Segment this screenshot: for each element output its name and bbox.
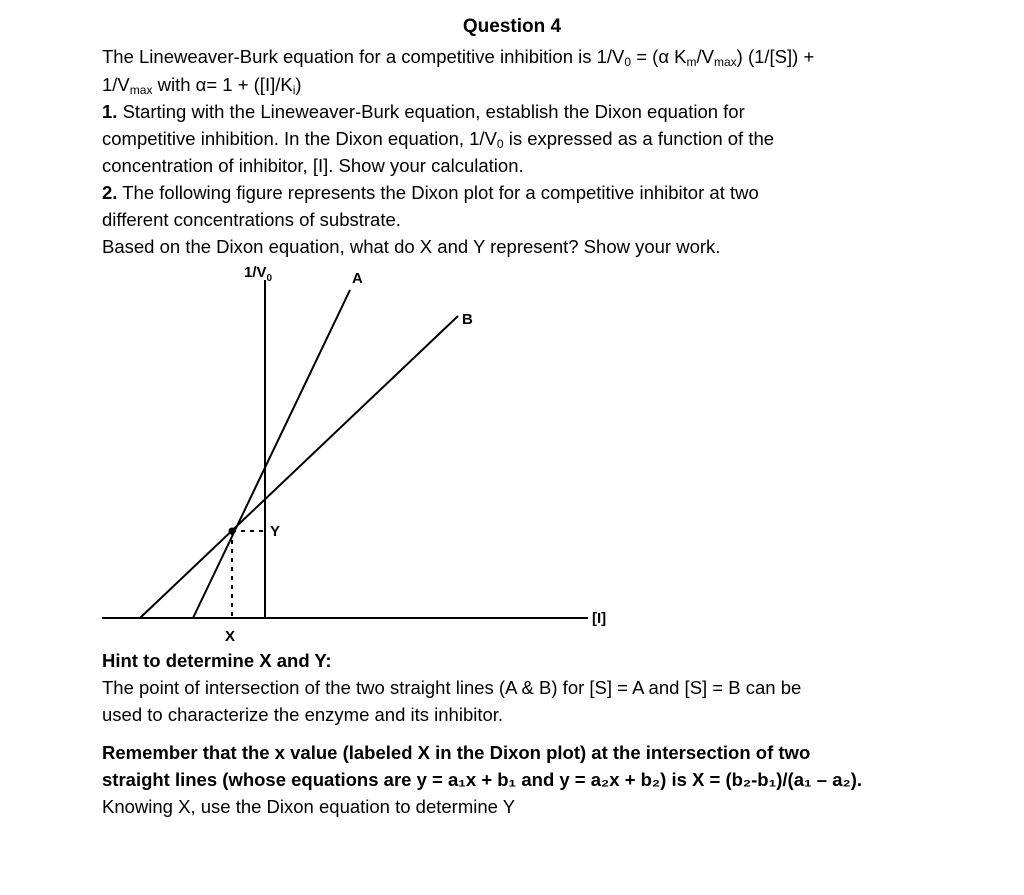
intro-text: 1/V (102, 74, 130, 95)
point-x-label: X (225, 628, 236, 645)
intro-text: ) (295, 74, 302, 95)
point-y-label: Y (270, 523, 281, 540)
part-number: 2. (102, 182, 118, 203)
hint-line-1: The point of intersection of the two straight lines (A & B) for [S] = A and [S] = B can be (102, 677, 802, 698)
y-axis-label: $1/V_0$ (244, 264, 273, 284)
intro-text: = (α K (631, 46, 687, 67)
x-axis-label: [I] (592, 610, 607, 627)
subscript: 0 (624, 55, 632, 69)
part1-text: competitive inhibition. In the Dixon equation, 1/V (102, 128, 497, 149)
part2-line-2: different concentrations of substrate. (102, 209, 401, 230)
remember-line-2: straight lines (whose equations are y = a₁x + b₁ and y = a₂x + b₂) is X = (b₂-b₁)/(a₁ – a₂). (102, 769, 863, 790)
subscript: max (129, 83, 153, 97)
remember-line-3: Knowing X, use the Dixon equation to determine Y (102, 796, 516, 817)
part2-text: The following figure represents the Dixon plot for a competitive inhibitor at two (117, 182, 759, 203)
part-number: 1. (102, 101, 118, 122)
line-b-label: B (462, 311, 473, 328)
intro-text: The Lineweaver-Burk equation for a competitive inhibition is 1/V (102, 46, 625, 67)
subscript: max (713, 55, 737, 69)
hint-heading: Hint to determine X and Y: (102, 650, 332, 671)
line-a-label: A (352, 270, 363, 287)
subscript: i (292, 83, 296, 97)
intro-text: with α= 1 + ([I]/K (152, 74, 293, 95)
part1-text: is expressed as a function of the (503, 128, 775, 149)
intro-text: ) (1/[S]) + (736, 46, 815, 67)
subscript: 0 (496, 137, 504, 151)
intro-text: /V (696, 46, 714, 67)
line-a (193, 290, 350, 618)
line-b (140, 316, 458, 618)
part1-text: Starting with the Lineweaver-Burk equation, establish the Dixon equation for (117, 101, 745, 122)
part2-line-3: Based on the Dixon equation, what do X and Y represent? Show your work. (102, 236, 721, 257)
question-title: Question 4 (462, 16, 562, 37)
hint-line-2: used to characterize the enzyme and its inhibitor. (102, 704, 504, 725)
part1-line-3: concentration of inhibitor, [I]. Show your calculation. (102, 155, 524, 176)
subscript: m (686, 55, 697, 69)
remember-line-1: Remember that the x value (labeled X in the Dixon plot) at the intersection of two (102, 742, 811, 763)
